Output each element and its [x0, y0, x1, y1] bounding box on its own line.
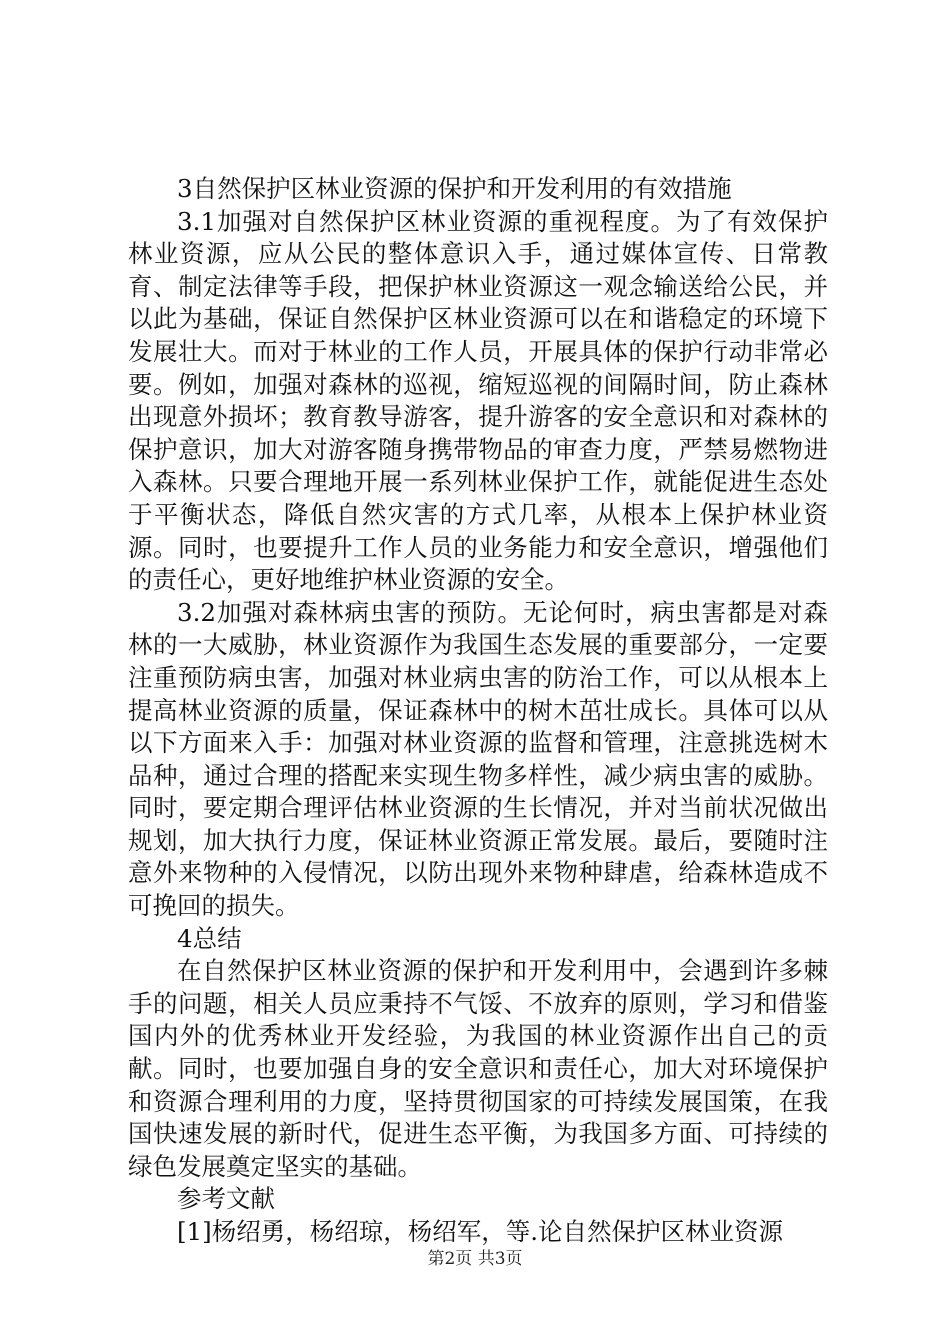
- paragraph-3-1: 3.1加强对自然保护区林业资源的重视程度。为了有效保护林业资源，应从公民的整体意识入手，通过媒体宣传、日常教育、制定法律等手段，把保护林业资源这一观念输送给公民，并以此为基础，保证自然保护区林业资源可以在和谐稳定的环境下发展壮大。而对于林业的工作人员，开展具体的保护行动非常必要。例如，加强对森林的巡视，缩短巡视的间隔时间，防止森林出现意外损坏；教育教导游客，提升游客的安全意识和对森林的保护意识，加大对游客随身携带物品的审查力度，严禁易燃物进入森林。只要合理地开展一系列林业保护工作，就能促进生态处于平衡状态，降低自然灾害的方式几率，从根本上保护林业资源。同时，也要提升工作人员的业务能力和安全意识，增强他们的责任心，更好地维护林业资源的安全。: [128, 206, 828, 595]
- paragraph-4-summary: 在自然保护区林业资源的保护和开发利用中，会遇到许多棘手的问题，相关人员应秉持不气馁、不放弃的原则，学习和借鉴国内外的优秀林业开发经验，为我国的林业资源作出自己的贡献。同时，也要加强自身的安全意识和责任心，加大对环境保护和资源合理利用的力度，坚持贯彻国家的可持续发展国策，在我国快速发展的新时代，促进生态平衡，为我国多方面、可持续的绿色发展奠定坚实的基础。: [128, 956, 828, 1181]
- reference-item-1: [1]杨绍勇，杨绍琼，杨绍军，等.论自然保护区林业资源: [177, 1217, 783, 1246]
- section-4-heading: 4总结: [177, 923, 242, 953]
- document-body: [128, 173, 828, 1249]
- paragraph-3-2: 3.2加强对森林病虫害的预防。无论何时，病虫害都是对森林的一大威胁，林业资源作为我国生态发展的重要部分，一定要注重预防病虫害，加强对林业病虫害的防治工作，可以从根本上提高林业资源的质量，保证森林中的树木茁壮成长。具体可以从以下方面来入手：加强对林业资源的监督和管理，注意挑选树木品种，通过合理的搭配来实现生物多样性，减少病虫害的威胁。同时，要定期合理评估林业资源的生长情况，并对当前状况做出规划，加大执行力度，保证林业资源正常发展。最后，要随时注意外来物种的入侵情况，以防出现外来物种肆虐，给森林造成不可挽回的损失。: [128, 597, 828, 921]
- section-3-heading: 3自然保护区林业资源的保护和开发利用的有效措施: [177, 174, 732, 203]
- references-heading: 参考文献: [177, 1184, 275, 1214]
- page-footer: 第2页 共3页: [427, 1249, 523, 1269]
